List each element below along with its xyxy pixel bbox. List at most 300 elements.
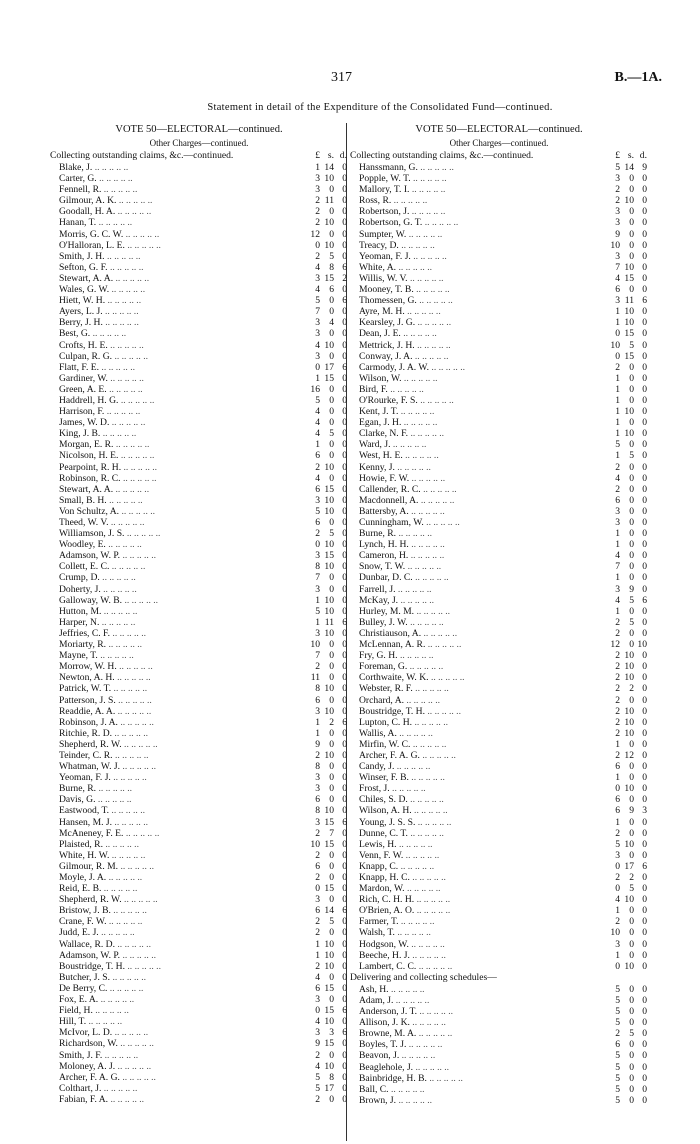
pence-value: 6 (342, 261, 347, 273)
pence-value: 0 (342, 461, 347, 473)
shillings-value: 0 (629, 916, 634, 928)
shillings-value: 0 (629, 983, 634, 995)
shillings-value: 0 (329, 860, 334, 872)
payee-name: Browne, M. A. .. (350, 1028, 606, 1039)
table-row (350, 995, 648, 1006)
pounds-value: 1 (615, 949, 620, 961)
payee-name: Lambert, C. C. .. (350, 961, 606, 972)
pounds-value: 4 (615, 472, 620, 484)
table-row (50, 617, 348, 628)
payee-name: Boyles, T. J. .. (350, 1039, 606, 1050)
pence-value: 0 (642, 250, 647, 262)
pence-value: 0 (642, 406, 647, 418)
table-row (350, 772, 648, 783)
pence-value: 0 (642, 417, 647, 429)
pence-value: 0 (642, 539, 647, 551)
shillings-value: 0 (329, 583, 334, 595)
pence-value: 0 (642, 705, 647, 717)
table-row (50, 506, 348, 517)
pounds-value: 4 (315, 1060, 320, 1072)
pence-value: 0 (342, 195, 347, 207)
pence-value: 0 (642, 583, 647, 595)
table-row (350, 794, 648, 805)
pounds-value: 1 (315, 594, 320, 606)
payee-name: Best, G. .. (50, 328, 306, 339)
pence-value: 0 (342, 860, 347, 872)
payee-name: Beavon, J. .. (350, 1050, 606, 1061)
pounds-value: 5 (615, 1006, 620, 1018)
payee-name: Knapp, H. C. .. (350, 872, 606, 883)
shillings-value: 0 (329, 727, 334, 739)
table-row (50, 828, 348, 839)
shillings-value: 0 (629, 561, 634, 573)
shillings-value: 15 (324, 838, 334, 850)
shillings-value: 0 (629, 827, 634, 839)
document-reference: B.—1A. (614, 70, 662, 85)
pence-value: 6 (342, 1005, 347, 1017)
pounds-header: £ (615, 150, 620, 161)
other-charges-heading: Other Charges—continued. (449, 138, 549, 148)
table-row (350, 739, 648, 750)
shillings-value: 0 (329, 971, 334, 983)
payee-name: Hodgson, W. .. (350, 939, 606, 950)
table-row (50, 595, 348, 606)
payee-name: Brown, J. .. (350, 1095, 606, 1106)
payee-name: O'Brien, A. O. .. (350, 905, 606, 916)
table-row (50, 306, 348, 317)
table-row (50, 572, 348, 583)
shillings-value: 10 (624, 406, 634, 418)
table-row (50, 317, 348, 328)
pence-value: 0 (342, 517, 347, 528)
pounds-value: 2 (615, 749, 620, 761)
shillings-value: 10 (624, 705, 634, 717)
pounds-value: 2 (615, 195, 620, 207)
table-row (50, 384, 348, 395)
pence-value: 0 (342, 184, 347, 196)
table-row (50, 217, 348, 228)
payee-name: Ayers, L. J. .. (50, 306, 306, 317)
shillings-value: 0 (629, 1061, 634, 1073)
table-row (350, 916, 648, 927)
section-heading (350, 150, 648, 162)
pounds-value: 1 (615, 572, 620, 584)
shillings-value: 0 (329, 1093, 334, 1105)
pence-value: 0 (642, 772, 647, 784)
pence-value: 0 (342, 805, 347, 817)
shillings-value: 0 (629, 539, 634, 551)
payee-name: King, J. B. .. (50, 428, 306, 439)
shillings-value: 0 (629, 461, 634, 473)
pence-value: 0 (342, 1093, 347, 1105)
payee-name: Adamson, W. P. .. (50, 550, 306, 561)
pence-value: 0 (642, 849, 647, 861)
pence-value: 0 (342, 639, 347, 651)
payee-name: Ayre, M. H. .. (350, 306, 606, 317)
table-row (50, 395, 348, 406)
pounds-value: 4 (615, 272, 620, 284)
pounds-value: 1 (615, 450, 620, 462)
payee-name: McLennan, A. R. .. (350, 639, 606, 650)
pounds-value: 1 (315, 162, 320, 173)
pence-value: 0 (642, 528, 647, 540)
shillings-value: 0 (329, 350, 334, 362)
table-row (50, 939, 348, 950)
pounds-value: 5 (315, 1071, 320, 1083)
shillings-value: 0 (629, 694, 634, 706)
payee-name: Galloway, W. B. .. (50, 595, 306, 606)
payee-name: Richardson, W. .. (50, 1038, 306, 1049)
pence-value: 0 (342, 206, 347, 218)
shillings-value: 0 (329, 417, 334, 429)
pence-value: 0 (642, 173, 647, 185)
payee-name: Bainbridge, H. B. .. (350, 1073, 606, 1084)
pounds-value: 3 (315, 317, 320, 329)
payee-name: Hurley, M. M. .. (350, 606, 606, 617)
shillings-value: 0 (629, 528, 634, 540)
table-row (350, 1017, 648, 1028)
pounds-value: 1 (615, 383, 620, 395)
payee-name: Bird, F. .. (350, 384, 606, 395)
payee-name: Egan, J. H. .. (350, 417, 606, 428)
pence-value: 0 (342, 727, 347, 739)
pounds-value: 2 (615, 361, 620, 373)
payee-name: Crump, D. .. (50, 572, 306, 583)
payee-name: Adamson, W. P. .. (50, 950, 306, 961)
shillings-value: 17 (324, 1082, 334, 1094)
payee-name: McKay, J. .. (350, 595, 606, 606)
table-row (350, 1095, 648, 1106)
vote-heading: VOTE 50—ELECTORAL—continued. (415, 124, 583, 135)
pounds-value: 3 (615, 217, 620, 229)
payee-name: Snow, T. W. .. (350, 561, 606, 572)
payee-name: Popple, W. T. .. (350, 173, 606, 184)
shillings-value: 0 (329, 394, 334, 406)
shillings-value: 2 (629, 683, 634, 695)
table-row (350, 661, 648, 672)
table-row (350, 750, 648, 761)
shillings-value: 0 (629, 505, 634, 517)
pounds-value: 5 (615, 1061, 620, 1073)
table-row (50, 240, 348, 251)
pence-value: 0 (342, 827, 347, 839)
pounds-value: 1 (615, 605, 620, 617)
payee-name: Yeoman, F. J. .. (350, 251, 606, 262)
pence-value: 3 (642, 805, 647, 817)
pence-value: 0 (642, 905, 647, 917)
pence-value: 0 (642, 372, 647, 384)
payee-name: Treacy, D. .. (350, 240, 606, 251)
pence-value: 0 (642, 883, 647, 895)
payee-name: Sefton, G. F. .. (50, 262, 306, 273)
shillings-value: 10 (324, 1060, 334, 1072)
payee-name: Plaisted, R. .. (50, 839, 306, 850)
shillings-value: 0 (629, 517, 634, 528)
table-row (350, 561, 648, 572)
shillings-value: 10 (324, 705, 334, 717)
shillings-value: 10 (324, 173, 334, 185)
payee-name: Gilmour, A. K. .. (50, 195, 306, 206)
payee-name: Archer, F. A. G. .. (350, 750, 606, 761)
payee-name: Adam, J. .. (350, 995, 606, 1006)
statement-title: Statement in detail of the Expenditure of the Consolidated Fund—continued. (207, 102, 553, 113)
table-row (350, 639, 648, 650)
payee-name: McIvor, L. D. .. (50, 1027, 306, 1038)
pence-value: 0 (642, 1050, 647, 1062)
pounds-value: 2 (615, 872, 620, 883)
payee-name: Field, H. .. (50, 1005, 306, 1016)
payee-name: West, H. E. .. (350, 450, 606, 461)
pence-value: 0 (342, 339, 347, 351)
payee-name: Frost, J. .. (350, 783, 606, 794)
pence-value: 0 (642, 716, 647, 728)
pounds-value: 2 (315, 661, 320, 673)
table-row (50, 916, 348, 927)
pounds-value: 1 (315, 439, 320, 451)
table-row (50, 805, 348, 816)
pounds-value: 3 (615, 295, 620, 307)
shillings-value: 10 (624, 838, 634, 850)
pounds-value: 5 (615, 994, 620, 1006)
shillings-value: 0 (329, 450, 334, 462)
table-row (50, 229, 348, 240)
payee-name: James, W. D. .. (50, 417, 306, 428)
shillings-value: 9 (629, 583, 634, 595)
table-row (50, 872, 348, 883)
payee-name: Cameron, H. .. (350, 550, 606, 561)
table-row (350, 306, 648, 317)
shillings-value: 0 (329, 306, 334, 318)
payee-name: Harrison, F. .. (50, 406, 306, 417)
table-row (350, 894, 648, 905)
payee-name: Berry, J. H. .. (50, 317, 306, 328)
shillings-value: 0 (329, 650, 334, 662)
shillings-value: 0 (629, 472, 634, 484)
payee-name: Wilson, W. .. (350, 373, 606, 384)
table-row (50, 905, 348, 916)
table-row (50, 772, 348, 783)
pounds-value: 3 (315, 894, 320, 906)
pounds-value: 2 (315, 1093, 320, 1105)
payee-name: Robertson, G. T. .. (350, 217, 606, 228)
shillings-value: 0 (329, 228, 334, 240)
table-row (350, 1073, 648, 1084)
payee-name: Mayne, T. .. (50, 650, 306, 661)
pence-value: 0 (642, 894, 647, 906)
table-row (350, 173, 648, 184)
pounds-value: 8 (315, 561, 320, 573)
payee-name: Morgan, E. R. .. (50, 439, 306, 450)
payee-name: Kenny, J. .. (350, 462, 606, 473)
shillings-value: 10 (324, 938, 334, 950)
table-row (350, 428, 648, 439)
pence-value: 0 (642, 1028, 647, 1040)
table-row (50, 817, 348, 828)
shillings-value: 0 (629, 483, 634, 495)
pounds-value: 5 (315, 1082, 320, 1094)
payee-name: Beaglehole, J. .. (350, 1062, 606, 1073)
shillings-value: 10 (624, 661, 634, 673)
table-row (50, 1072, 348, 1083)
payee-name: Collett, E. C. .. (50, 561, 306, 572)
pounds-value: 4 (315, 971, 320, 983)
table-row (350, 162, 648, 173)
payee-name: Newton, A. H. .. (50, 672, 306, 683)
shillings-value: 15 (324, 883, 334, 895)
shillings-value: 0 (329, 472, 334, 484)
pence-value: 0 (642, 1017, 647, 1029)
shillings-value: 0 (629, 1017, 634, 1029)
table-row (350, 229, 648, 240)
table-row (50, 262, 348, 273)
table-row (350, 783, 648, 794)
pounds-value: 7 (315, 650, 320, 662)
shillings-value: 10 (624, 317, 634, 329)
pence-value: 0 (642, 317, 647, 329)
table-row (350, 406, 648, 417)
pence-value: 0 (642, 461, 647, 473)
table-row (50, 284, 348, 295)
shillings-value: 0 (329, 661, 334, 673)
table-row (50, 628, 348, 639)
table-row (50, 706, 348, 717)
pence-value: 6 (642, 295, 647, 307)
payee-name: Jeffries, C. F. .. (50, 628, 306, 639)
shillings-value: 10 (324, 217, 334, 229)
table-row (50, 761, 348, 772)
shillings-value: 0 (629, 184, 634, 196)
table-row (50, 351, 348, 362)
right-column (350, 123, 648, 1106)
pence-value: 0 (342, 550, 347, 562)
pence-value: 0 (342, 672, 347, 684)
payee-name: Chiles, S. D. .. (350, 794, 606, 805)
pence-value: 0 (642, 383, 647, 395)
payee-name: Blake, J. .. (50, 162, 306, 173)
table-row (50, 695, 348, 706)
shillings-value: 0 (629, 605, 634, 617)
shillings-value: 15 (324, 483, 334, 495)
payee-name: Williamson, J. S. .. (50, 528, 306, 539)
table-row (50, 861, 348, 872)
table-row (350, 572, 648, 583)
pence-value: 0 (342, 960, 347, 972)
shillings-value: 0 (629, 1094, 634, 1106)
shillings-value: 17 (624, 860, 634, 872)
pence-value: 0 (642, 472, 647, 484)
shillings-value: 5 (629, 616, 634, 628)
payee-name: Hansen, M. J. .. (50, 817, 306, 828)
pounds-value: 2 (315, 849, 320, 861)
table-row (50, 162, 348, 173)
table-row (50, 206, 348, 217)
pounds-value: 3 (615, 938, 620, 950)
shillings-value: 6 (329, 284, 334, 296)
payee-name: Ball, C. .. (350, 1084, 606, 1095)
payee-name: Candy, J. .. (350, 761, 606, 772)
payee-name: Knapp, C. .. (350, 861, 606, 872)
pence-value: 0 (642, 494, 647, 506)
pence-value: 0 (642, 1006, 647, 1018)
payee-name: McAneney, F. E. .. (50, 828, 306, 839)
pence-value: 6 (642, 860, 647, 872)
shillings-value: 0 (629, 284, 634, 296)
pence-value: 0 (642, 272, 647, 284)
pence-value: 0 (342, 239, 347, 251)
pounds-value: 0 (615, 350, 620, 362)
shillings-value: 0 (329, 772, 334, 784)
pounds-value: 0 (615, 860, 620, 872)
pounds-value: 16 (310, 383, 320, 395)
pence-value: 0 (342, 406, 347, 418)
table-row (350, 506, 648, 517)
table-row (350, 961, 648, 972)
pence-value: 6 (342, 816, 347, 828)
pounds-value: 4 (615, 594, 620, 606)
payee-name: Burne, R. .. (50, 783, 306, 794)
shillings-value: 0 (629, 816, 634, 828)
pence-value: 0 (342, 372, 347, 384)
shillings-value: 0 (629, 239, 634, 251)
table-row (350, 251, 648, 262)
shillings-value: 11 (324, 616, 334, 628)
pence-value: 0 (642, 694, 647, 706)
section-label: Delivering and collecting schedules— (350, 971, 497, 983)
pounds-value: 3 (615, 505, 620, 517)
payee-name: Fennell, R. .. (50, 184, 306, 195)
table-row (50, 894, 348, 905)
pence-value: 10 (637, 639, 647, 651)
pence-value: 0 (642, 738, 647, 750)
table-row (350, 206, 648, 217)
pounds-value: 1 (315, 716, 320, 728)
shillings-value: 0 (629, 550, 634, 562)
pence-value: 0 (342, 472, 347, 484)
table-row (350, 984, 648, 995)
shillings-value: 0 (629, 361, 634, 373)
pounds-value: 9 (315, 1038, 320, 1050)
table-row (50, 683, 348, 694)
payee-name: Sumpter, W. .. (350, 229, 606, 240)
pounds-value: 0 (615, 883, 620, 895)
shillings-value: 0 (329, 517, 334, 528)
payee-name: Robertson, J. .. (350, 206, 606, 217)
pounds-value: 0 (315, 361, 320, 373)
pounds-value: 5 (615, 983, 620, 995)
table-row (350, 317, 648, 328)
payee-name: Hill, T. .. (50, 1016, 306, 1027)
shillings-value: 15 (324, 372, 334, 384)
payee-name: Morrow, W. H. .. (50, 661, 306, 672)
shillings-value: 0 (329, 639, 334, 651)
pounds-value: 6 (615, 805, 620, 817)
pence-value: 0 (342, 794, 347, 806)
payee-name: Farrell, J. .. (350, 584, 606, 595)
pence-value: 9 (642, 162, 647, 173)
table-row (50, 750, 348, 761)
payee-name: Robinson, R. C. .. (50, 473, 306, 484)
shillings-value: 0 (329, 894, 334, 906)
table-row (350, 905, 648, 916)
pence-value: 0 (642, 450, 647, 462)
table-row (50, 173, 348, 184)
pence-value: 0 (342, 350, 347, 362)
shillings-value: 10 (624, 428, 634, 440)
pounds-value: 3 (315, 994, 320, 1006)
shillings-value: 0 (329, 694, 334, 706)
payee-name: Howie, F. W. .. (350, 473, 606, 484)
pounds-value: 3 (315, 328, 320, 340)
